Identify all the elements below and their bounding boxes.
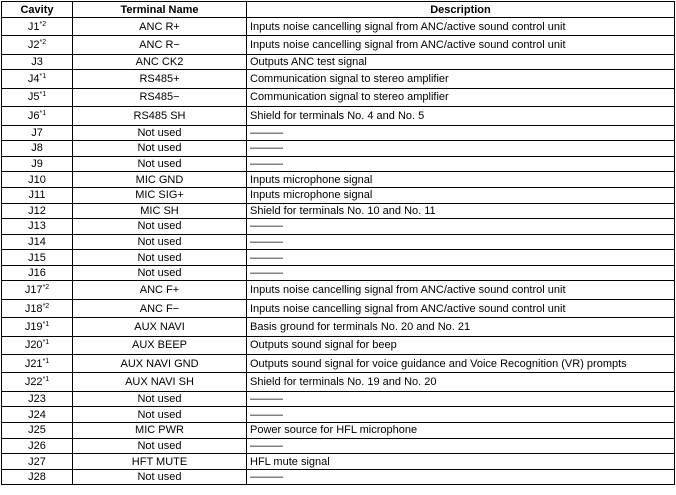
cavity-id: J12 <box>28 204 46 217</box>
cavity-id: J10 <box>28 173 46 186</box>
cavity-id: J22 <box>24 376 43 389</box>
cavity-note: *2 <box>42 284 50 292</box>
table-row <box>2 234 675 250</box>
description-cell: ——— <box>247 391 675 407</box>
cavity-id: J7 <box>31 126 43 139</box>
cavity-note: *2 <box>39 20 47 28</box>
cavity-id: J27 <box>28 455 46 468</box>
description-cell: Inputs microphone signal <box>247 187 675 203</box>
cavity-note: *2 <box>42 302 50 310</box>
terminal-name-cell: MIC SIG+ <box>73 187 247 203</box>
table-row <box>2 36 675 54</box>
terminal-name-cell: MIC PWR <box>73 423 247 439</box>
description-cell: Inputs noise cancelling signal from ANC/active sound control unit <box>247 299 675 317</box>
terminal-name-cell: RS485+ <box>73 70 247 88</box>
header-cavity: Cavity <box>2 2 73 18</box>
terminal-name-cell: ANC F− <box>73 299 247 317</box>
cavity-cell <box>2 234 73 250</box>
description-cell: Outputs sound signal for voice guidance and Voice Recognition (VR) prompts <box>247 355 675 373</box>
cavity-cell <box>2 423 73 439</box>
table-row <box>2 391 675 407</box>
cavity-id: J25 <box>28 424 46 437</box>
description-cell: ——— <box>247 265 675 281</box>
cavity-cell <box>2 373 73 391</box>
cavity-cell <box>2 336 73 354</box>
cavity-id: J20 <box>24 339 43 352</box>
header-row <box>2 2 675 18</box>
terminal-name-cell: Not used <box>73 125 247 141</box>
table-row <box>2 454 675 470</box>
description-cell: Outputs sound signal for beep <box>247 336 675 354</box>
cavity-note: *2 <box>39 39 47 47</box>
cavity-cell <box>2 281 73 299</box>
table-row <box>2 336 675 354</box>
cavity-cell <box>2 265 73 281</box>
cavity-cell <box>2 219 73 235</box>
cavity-id: J19 <box>24 320 43 333</box>
terminal-name-cell: Not used <box>73 265 247 281</box>
cavity-note: *1 <box>39 91 47 99</box>
cavity-cell <box>2 187 73 203</box>
description-cell: ——— <box>247 469 675 485</box>
cavity-cell <box>2 125 73 141</box>
cavity-cell <box>2 54 73 70</box>
description-cell: ——— <box>247 407 675 423</box>
terminal-name-cell: MIC SH <box>73 203 247 219</box>
description-cell: HFL mute signal <box>247 454 675 470</box>
terminal-name-cell: Not used <box>73 438 247 454</box>
table-row <box>2 156 675 172</box>
description-cell: ——— <box>247 219 675 235</box>
table-row <box>2 423 675 439</box>
description-cell: ——— <box>247 438 675 454</box>
terminal-name-cell: MIC GND <box>73 172 247 188</box>
table-row <box>2 141 675 157</box>
description-cell: Shield for terminals No. 10 and No. 11 <box>247 203 675 219</box>
table-row <box>2 187 675 203</box>
cavity-cell <box>2 36 73 54</box>
cavity-id: J16 <box>28 267 46 280</box>
cavity-cell <box>2 250 73 266</box>
table-row <box>2 299 675 317</box>
cavity-note: *1 <box>39 73 47 81</box>
table-row <box>2 407 675 423</box>
description-cell: ——— <box>247 156 675 172</box>
cavity-id: J2 <box>27 39 40 52</box>
table-row <box>2 355 675 373</box>
terminal-name-cell: Not used <box>73 219 247 235</box>
table-row <box>2 318 675 336</box>
cavity-note: *1 <box>42 376 50 384</box>
cavity-cell <box>2 203 73 219</box>
terminal-name-cell: Not used <box>73 156 247 172</box>
cavity-id: J6 <box>27 109 40 122</box>
description-cell: Communication signal to stereo amplifier <box>247 70 675 88</box>
table-row <box>2 265 675 281</box>
cavity-note: *1 <box>42 357 50 365</box>
cavity-id: J3 <box>31 56 43 69</box>
cavity-cell <box>2 70 73 88</box>
terminal-name-cell: Not used <box>73 250 247 266</box>
cavity-id: J15 <box>28 251 46 264</box>
cavity-id: J28 <box>28 471 46 484</box>
cavity-cell <box>2 18 73 36</box>
cavity-id: J5 <box>27 91 40 104</box>
terminal-table-container <box>1 1 675 485</box>
table-row <box>2 172 675 188</box>
cavity-cell <box>2 156 73 172</box>
description-cell: Communication signal to stereo amplifier <box>247 88 675 106</box>
cavity-cell <box>2 88 73 106</box>
cavity-cell <box>2 107 73 125</box>
cavity-id: J1 <box>27 20 40 33</box>
cavity-id: J21 <box>24 357 43 370</box>
cavity-id: J26 <box>28 439 46 452</box>
cavity-id: J18 <box>24 302 43 315</box>
table-row <box>2 18 675 36</box>
terminal-name-cell: Not used <box>73 234 247 250</box>
table-row <box>2 88 675 106</box>
table-row <box>2 250 675 266</box>
terminal-name-cell: Not used <box>73 407 247 423</box>
description-cell: Power source for HFL microphone <box>247 423 675 439</box>
description-cell: Inputs noise cancelling signal from ANC/active sound control unit <box>247 18 675 36</box>
cavity-id: J13 <box>28 220 46 233</box>
terminal-name-cell: ANC CK2 <box>73 54 247 70</box>
table-row <box>2 438 675 454</box>
cavity-note: *1 <box>42 320 50 328</box>
table-row <box>2 219 675 235</box>
terminal-name-cell: AUX NAVI SH <box>73 373 247 391</box>
table-row <box>2 373 675 391</box>
cavity-id: J4 <box>27 73 40 86</box>
cavity-id: J11 <box>28 189 46 202</box>
description-cell: ——— <box>247 250 675 266</box>
terminal-name-cell: AUX NAVI GND <box>73 355 247 373</box>
cavity-cell <box>2 438 73 454</box>
header-description: Description <box>247 2 675 18</box>
cavity-cell <box>2 318 73 336</box>
description-cell: Inputs noise cancelling signal from ANC/active sound control unit <box>247 281 675 299</box>
cavity-note: *1 <box>42 339 50 347</box>
cavity-id: J24 <box>28 408 46 421</box>
description-cell: Inputs noise cancelling signal from ANC/active sound control unit <box>247 36 675 54</box>
header-terminal-name: Terminal Name <box>73 2 247 18</box>
description-cell: ——— <box>247 234 675 250</box>
cavity-id: J9 <box>31 158 43 171</box>
terminal-name-cell: Not used <box>73 141 247 157</box>
terminal-name-cell: ANC R− <box>73 36 247 54</box>
cavity-id: J14 <box>28 236 46 248</box>
terminal-name-cell: AUX NAVI <box>73 318 247 336</box>
cavity-cell <box>2 454 73 470</box>
description-cell: Inputs microphone signal <box>247 172 675 188</box>
terminal-name-cell: Not used <box>73 391 247 407</box>
table-row <box>2 281 675 299</box>
cavity-id: J17 <box>24 284 43 297</box>
table-row <box>2 107 675 125</box>
cavity-cell <box>2 141 73 157</box>
terminal-name-cell: ANC R+ <box>73 18 247 36</box>
description-cell: ——— <box>247 141 675 157</box>
terminal-name-cell: AUX BEEP <box>73 336 247 354</box>
table-body <box>2 18 675 485</box>
terminal-table <box>1 1 675 485</box>
cavity-cell <box>2 299 73 317</box>
cavity-cell <box>2 391 73 407</box>
terminal-name-cell: HFT MUTE <box>73 454 247 470</box>
cavity-cell <box>2 172 73 188</box>
table-row <box>2 125 675 141</box>
cavity-id: J8 <box>31 142 43 155</box>
cavity-note: *1 <box>39 109 47 117</box>
description-cell: ——— <box>247 125 675 141</box>
table-row <box>2 54 675 70</box>
description-cell: Outputs ANC test signal <box>247 54 675 70</box>
cavity-cell <box>2 469 73 485</box>
terminal-name-cell: ANC F+ <box>73 281 247 299</box>
terminal-name-cell: RS485− <box>73 88 247 106</box>
description-cell: Shield for terminals No. 4 and No. 5 <box>247 107 675 125</box>
table-row <box>2 70 675 88</box>
cavity-id: J23 <box>28 393 46 406</box>
table-row <box>2 469 675 485</box>
cavity-cell <box>2 407 73 423</box>
cavity-cell <box>2 355 73 373</box>
description-cell: Shield for terminals No. 19 and No. 20 <box>247 373 675 391</box>
description-cell: Basis ground for terminals No. 20 and No. 21 <box>247 318 675 336</box>
terminal-name-cell: Not used <box>73 469 247 485</box>
table-row <box>2 203 675 219</box>
terminal-name-cell: RS485 SH <box>73 107 247 125</box>
